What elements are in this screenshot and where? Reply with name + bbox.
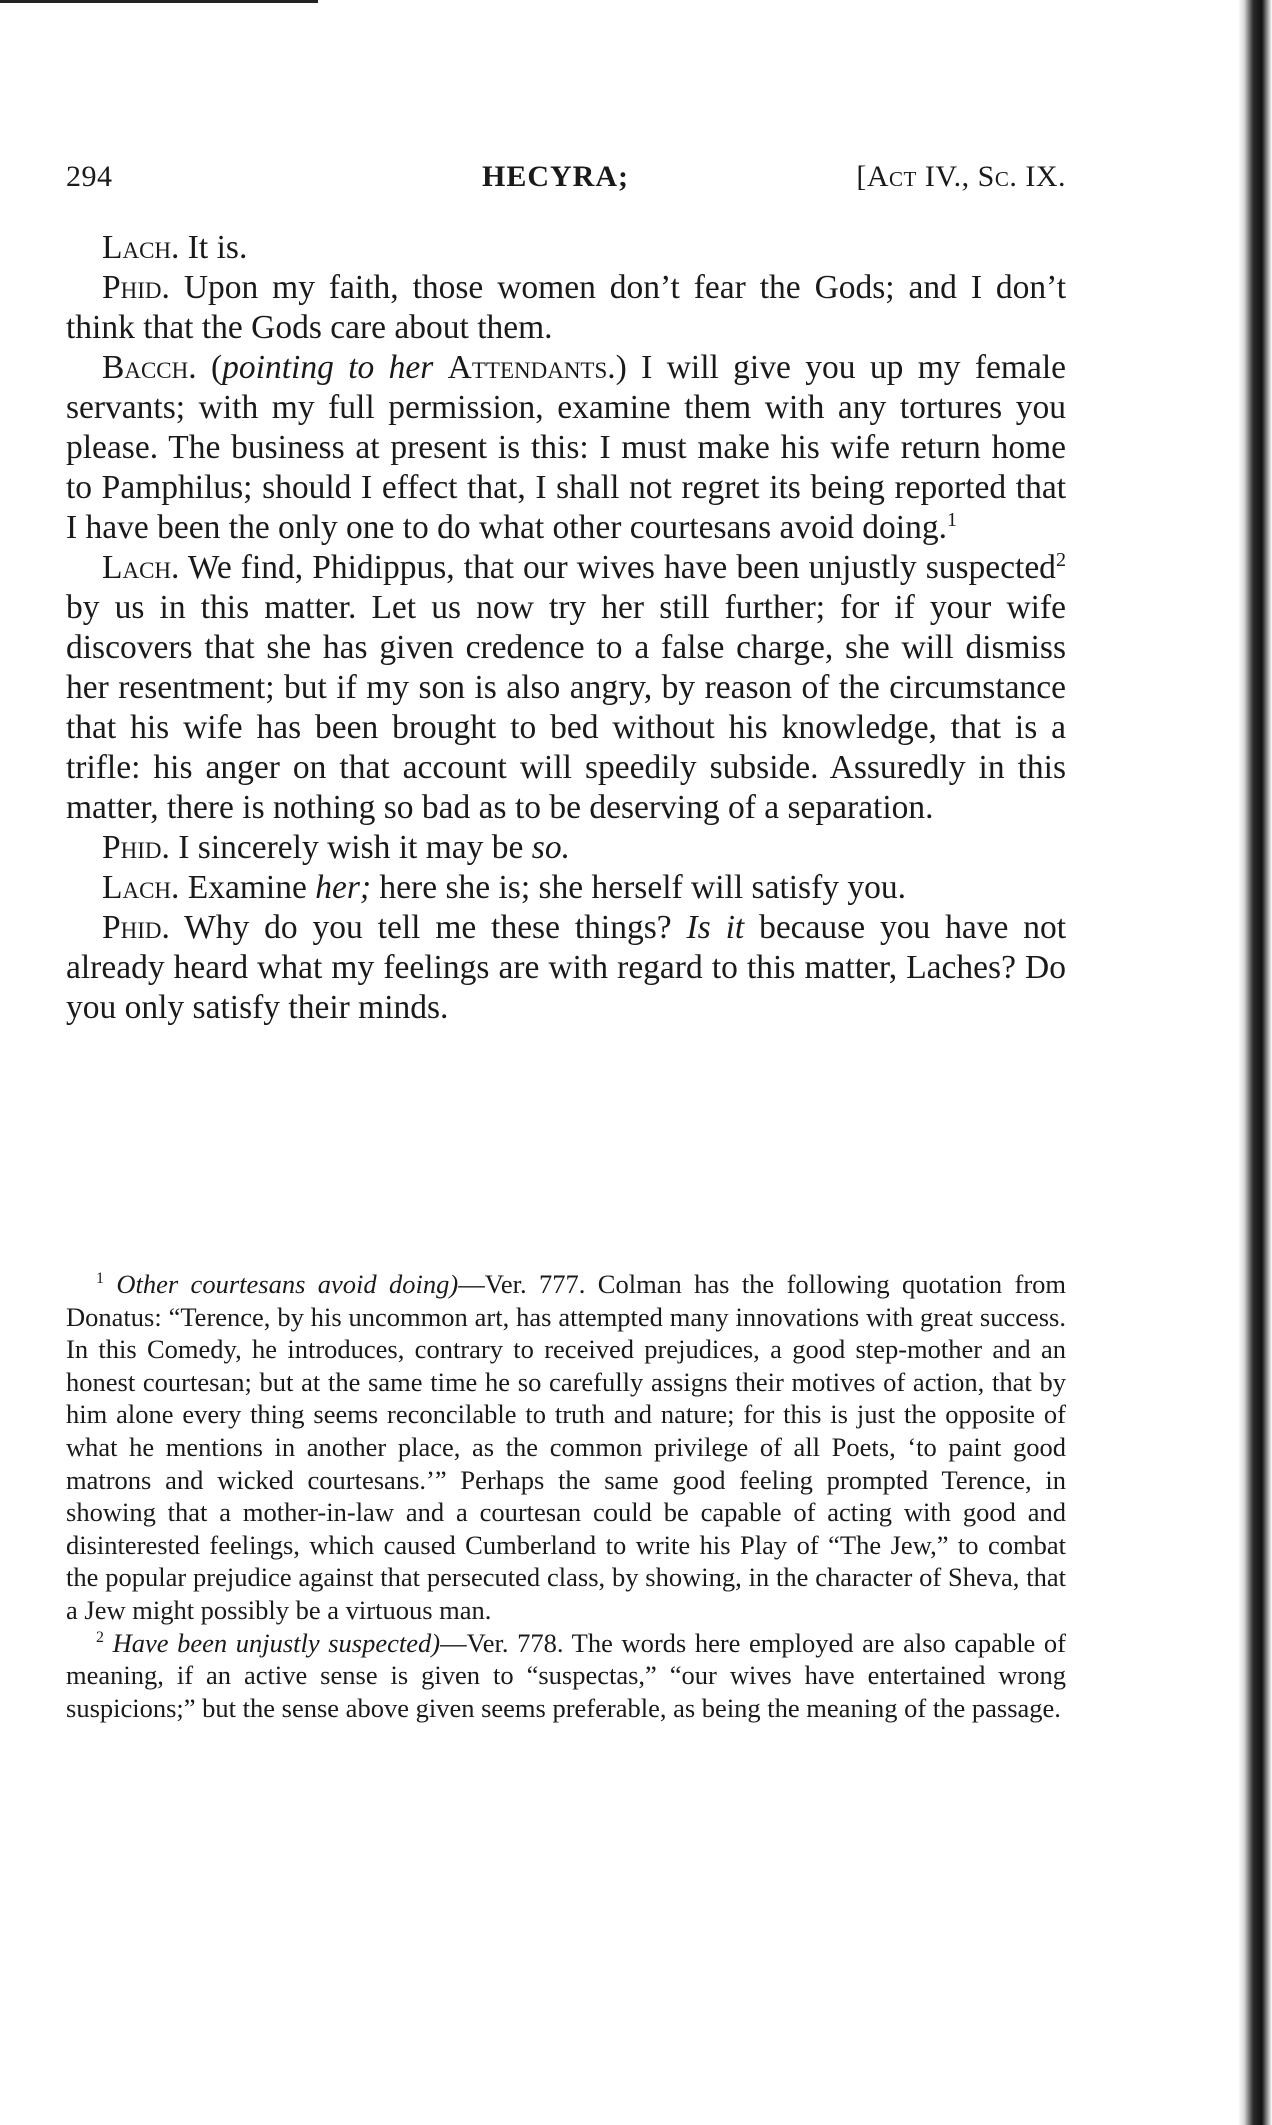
page-edge-shadow xyxy=(1238,0,1272,2125)
speaker-name: Phid. xyxy=(102,829,170,866)
page-header xyxy=(66,160,1066,204)
speaker-name: Phid. xyxy=(102,269,170,306)
footnote-ref: 2 xyxy=(1055,548,1066,571)
text-run: I sincerely wish it may be xyxy=(178,829,532,866)
top-rule xyxy=(0,0,318,3)
text-run: —Ver. 778. The words here employed are also capable of meaning, if an active sense is given to “suspectas,” “our wives have entertained wrong suspicions;” but the sense above given seems preferable, as being the meaning of the passage. xyxy=(66,1627,1066,1723)
text-run: We find, Phidippus, that our wives have been unjustly suspected xyxy=(187,549,1056,586)
speech-paragraph xyxy=(66,228,1066,268)
speech-paragraph xyxy=(66,348,1066,548)
footnote xyxy=(66,1627,1066,1725)
italic-text: Is it xyxy=(686,909,745,946)
footnote-marker: 1 xyxy=(96,1270,104,1288)
page-number: 294 xyxy=(66,160,113,193)
text-run: by us in this matter. Let us now try her still further; for if your wife discovers that she has given credence to a false charge, she will dismiss her resentment; but if my son is also angry, by reason of the circumstance that his wife has been brought to bed without his knowledge, that is a trifle: his anger on that account will speedily subside. Assuredly in this matter, there is nothing so bad as to be deserving of a separation. xyxy=(66,589,1066,826)
text-run: Attendants. xyxy=(447,349,616,386)
speaker-name: Phid. xyxy=(102,909,170,946)
text-run: It is. xyxy=(187,229,248,266)
speech-paragraph xyxy=(66,908,1066,1028)
speech-paragraph xyxy=(66,868,1066,908)
italic-text: her; xyxy=(315,869,372,906)
italic-text: so. xyxy=(531,829,570,866)
speaker-name: Lach. xyxy=(102,549,180,586)
text-run: Examine xyxy=(187,869,316,906)
speech-paragraph xyxy=(66,828,1066,868)
speech-paragraph xyxy=(66,548,1066,828)
footnote-ref: 1 xyxy=(947,508,958,531)
dialogue-body xyxy=(66,228,1066,1028)
text-run xyxy=(433,349,447,386)
text-run: because you have not already heard what my feelings are with regard to this matter, Laches? Do you only satisfy their minds. xyxy=(66,909,1066,1026)
italic-text: pointing to her xyxy=(222,349,434,386)
section-label: [Act IV., Sc. IX. xyxy=(856,160,1066,193)
footnote xyxy=(66,1268,1066,1627)
text-run: Why do you tell me these things? xyxy=(184,909,687,946)
text-run: Upon my faith, those women don’t fear the Gods; and I don’t think that the Gods care about them. xyxy=(66,269,1066,346)
speech-paragraph xyxy=(66,268,1066,348)
footnotes xyxy=(66,1268,1066,1724)
italic-text: Other courtesans avoid doing) xyxy=(116,1269,459,1299)
speaker-name: Lach. xyxy=(102,229,180,266)
text-run: ) I will give you up my female servants; with my full permission, examine them with any tortures you please. The business at present is this: I must make his wife return home to Pamphilus; should I effect that, I shall not regret its being reported that I have been the only one to do what other courtesans avoid doing. xyxy=(66,349,1067,546)
speaker-name: Lach. xyxy=(102,869,180,906)
text-run: —Ver. 777. Colman has the following quotation from Donatus: “Terence, by his uncommon art, has attempted many innovations with great success. In this Comedy, he introduces, contrary to received prejudices, a good step-mother and an honest courtesan; but at the same time he so carefully assigns their motives of action, that by him alone every thing seems reconcilable to truth and nature; for this is just the opposite of what he mentions in another place, as the common privilege of all Poets, ‘to paint good matrons and wicked courtesans.’” Perhaps the same good feeling prompted Terence, in showing that a mother-in-law and a courtesan could be capable of acting with good and disinterested feelings, which caused Cumberland to write his Play of “The Jew,” to combat the popular prejudice against that persecuted class, by showing, in the character of Sheva, that a Jew might possibly be a virtuous man. xyxy=(66,1269,1067,1625)
running-title: HECYRA; xyxy=(482,160,629,193)
footnote-marker: 2 xyxy=(96,1628,104,1646)
text-run: ( xyxy=(211,349,223,386)
speaker-name: Bacch. xyxy=(102,349,197,386)
text-run: here she is; she herself will satisfy you. xyxy=(371,869,906,906)
italic-text: Have been unjustly suspected) xyxy=(112,1627,441,1658)
